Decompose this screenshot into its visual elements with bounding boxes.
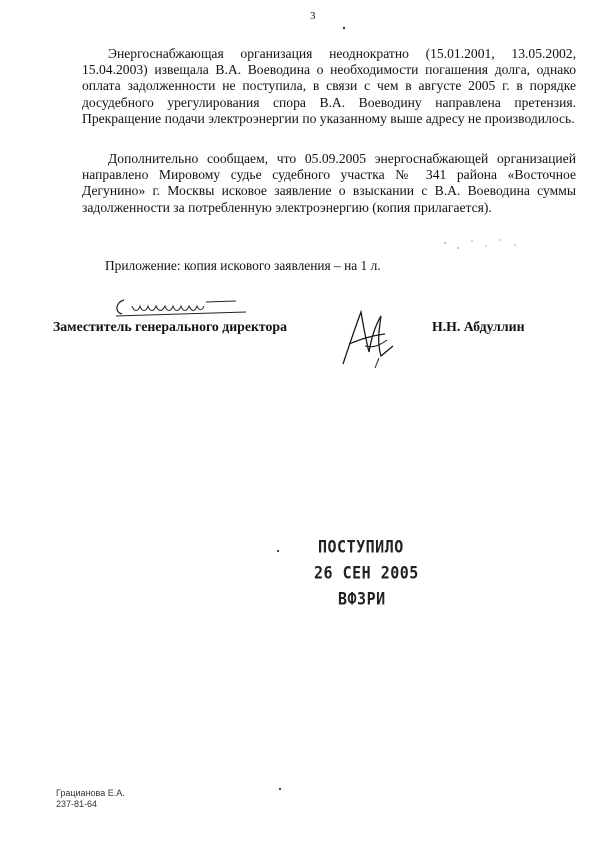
handwritten-greeting xyxy=(110,296,250,318)
appendix-note: Приложение: копия искового заявления – на 1 л. xyxy=(105,258,381,273)
executor-phone: 237-81-64 xyxy=(56,799,98,809)
signature-mark xyxy=(335,306,397,370)
signer-name: Н.Н. Абдуллин xyxy=(432,319,525,334)
stamp-organization: ВФЗРИ xyxy=(338,588,386,610)
stamp-received-label: ПОСТУПИЛО xyxy=(318,536,404,558)
page-number: 3 xyxy=(310,10,316,22)
stamp-date: 26 СЕН 2005 xyxy=(314,562,419,584)
body-paragraph-2: Дополнительно сообщаем, что 05.09.2005 энергоснабжающей организацией направлено Мировому судье судебного участка № 341 района «Восточное Дегунино» г. Москвы исковое заявление о взыскании с В.А. Воеводина суммы задолженности за потребленную электроэнергию (копия прилагается). xyxy=(82,151,576,215)
received-stamp xyxy=(300,534,420,612)
executor-info xyxy=(56,788,125,810)
body-paragraph-1: Энергоснабжающая организация неоднократно (15.01.2001, 13.05.2002, 15.04.2003) извещала В.А. Воеводина о необходимости погашения долга, однако оплата задолженности не поступила, в связи с чем в августе 2005 г. в порядке досудебного урегулирования спора В.А. Воеводину направлена претензия. Прекращение подачи электроэнергии по указанному выше адресу не производилось. xyxy=(82,46,576,126)
signer-position: Заместитель генерального директора xyxy=(53,319,287,334)
executor-name: Грацианова Е.А. xyxy=(56,788,125,798)
